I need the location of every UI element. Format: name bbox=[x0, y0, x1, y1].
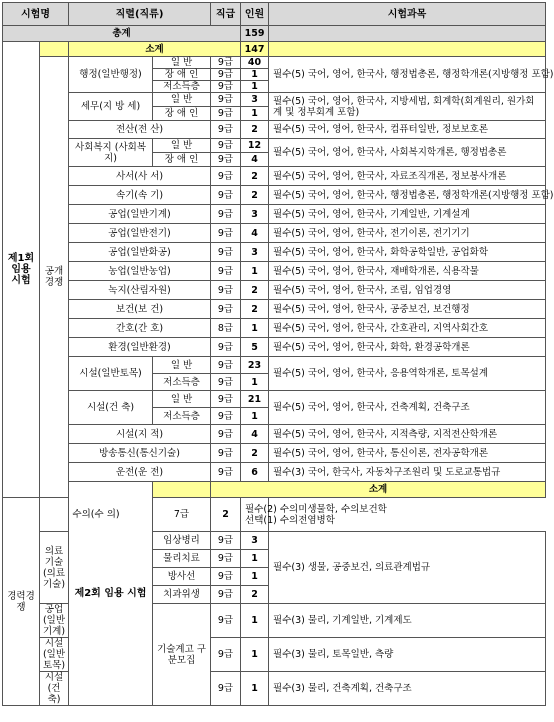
grade-cell: 9급 bbox=[211, 425, 241, 444]
subject-cell: 필수(5) 국어, 영어, 한국사, 자료조직개론, 정보봉사개론 bbox=[269, 167, 546, 186]
count-cell: 2 bbox=[241, 186, 269, 205]
job-cell: 시설(일반토목) bbox=[40, 638, 69, 672]
subject-cell: 필수(5) 국어, 영어, 한국사, 전기이론, 전기기기 bbox=[269, 224, 546, 243]
count-cell: 12 bbox=[241, 139, 269, 153]
job-cell: 공업(일반기계) bbox=[69, 205, 211, 224]
table-row bbox=[3, 300, 546, 319]
count-cell: 1 bbox=[241, 107, 269, 121]
total-row bbox=[3, 26, 546, 42]
grade-cell: 9급 bbox=[211, 586, 241, 604]
table-row bbox=[3, 57, 546, 69]
subject-cell: 필수(5) 국어, 영어, 한국사, 컴퓨터일반, 정보보호론 bbox=[269, 121, 546, 139]
grade-cell: 9급 bbox=[211, 550, 241, 568]
round2-subtotal-blank bbox=[153, 482, 211, 498]
subject-cell bbox=[241, 498, 387, 532]
grade-cell: 9급 bbox=[211, 93, 241, 107]
job-cell: 시설(지 적) bbox=[69, 425, 211, 444]
table-row bbox=[3, 205, 546, 224]
job-cell: 수의(수 의) bbox=[40, 498, 153, 532]
total-blank bbox=[269, 26, 546, 42]
round1-exam-name: 제1회 임용 시험 bbox=[3, 42, 40, 498]
count-cell: 21 bbox=[241, 391, 269, 408]
grade-cell: 9급 bbox=[211, 374, 241, 391]
grade-cell: 9급 bbox=[211, 121, 241, 139]
job-cell: 운전(운 전) bbox=[69, 463, 211, 482]
grade-cell: 9급 bbox=[211, 139, 241, 153]
grade-cell: 9급 bbox=[211, 224, 241, 243]
count-cell: 1 bbox=[241, 408, 269, 425]
grade-cell: 9급 bbox=[211, 205, 241, 224]
grade-cell: 9급 bbox=[211, 604, 241, 638]
grade-cell: 9급 bbox=[211, 357, 241, 374]
grade-cell: 9급 bbox=[211, 57, 241, 69]
count-cell: 1 bbox=[241, 262, 269, 281]
subject-cell: 필수(5) 국어, 영어, 한국사, 조림, 임업경영 bbox=[269, 281, 546, 300]
grade-cell: 9급 bbox=[211, 638, 241, 672]
count-cell: 2 bbox=[241, 121, 269, 139]
table-row bbox=[3, 357, 546, 374]
count-cell: 2 bbox=[241, 586, 269, 604]
subject-cell: 필수(5) 국어, 영어, 한국사, 화학, 환경공학개론 bbox=[269, 338, 546, 357]
sub-cell: 저소득층 bbox=[153, 374, 211, 391]
count-cell: 1 bbox=[241, 672, 269, 706]
table-row bbox=[3, 262, 546, 281]
job-cell: 세무(지 방 세) bbox=[69, 93, 153, 121]
job-cell: 녹지(산림자원) bbox=[69, 281, 211, 300]
grade-cell: 9급 bbox=[211, 107, 241, 121]
subject-elective: 선택(1) 수의전염병학 bbox=[245, 514, 335, 526]
sub-cell: 치과위생 bbox=[153, 586, 211, 604]
count-cell: 1 bbox=[241, 604, 269, 638]
count-cell: 4 bbox=[241, 153, 269, 167]
grade-cell: 9급 bbox=[211, 81, 241, 93]
count-cell: 5 bbox=[241, 338, 269, 357]
table-row bbox=[3, 498, 546, 532]
sub-cell: 일 반 bbox=[153, 391, 211, 408]
sub-cell: 저소득층 bbox=[153, 81, 211, 93]
sub-cell: 장 애 인 bbox=[153, 107, 211, 121]
header-grade: 직급 bbox=[211, 3, 241, 26]
sub-cell: 물리치료 bbox=[153, 550, 211, 568]
count-cell: 1 bbox=[241, 638, 269, 672]
grade-cell: 9급 bbox=[211, 243, 241, 262]
job-cell: 시설(일반토목) bbox=[69, 357, 153, 391]
job-cell: 사회복지 (사회복지) bbox=[69, 139, 153, 167]
count-cell: 1 bbox=[241, 568, 269, 586]
header-job: 직렬(직류) bbox=[69, 3, 211, 26]
job-cell: 방송통신(통신기술) bbox=[69, 444, 211, 463]
subject-cell: 필수(5) 국어, 영어, 한국사, 행정법총론, 행정학개론(지방행정 포함) bbox=[269, 57, 546, 93]
subject-cell: 필수(3) 물리, 건축계획, 건축구조 bbox=[269, 672, 546, 706]
table-row bbox=[3, 224, 546, 243]
job-cell: 행정(일반행정) bbox=[69, 57, 153, 93]
table-row bbox=[3, 281, 546, 300]
header-exam: 시험명 bbox=[3, 3, 69, 26]
subject-cell: 필수(5) 국어, 영어, 한국사, 간호관리, 지역사회간호 bbox=[269, 319, 546, 338]
table-row bbox=[3, 444, 546, 463]
table-row bbox=[3, 243, 546, 262]
job-cell: 환경(일반환경) bbox=[69, 338, 211, 357]
table-row bbox=[3, 186, 546, 205]
job-cell: 간호(간 호) bbox=[69, 319, 211, 338]
grade-cell: 7급 bbox=[153, 498, 211, 532]
job-cell: 농업(일반농업) bbox=[69, 262, 211, 281]
grade-cell: 9급 bbox=[211, 186, 241, 205]
sub-cell: 저소득층 bbox=[153, 408, 211, 425]
count-cell: 3 bbox=[241, 205, 269, 224]
count-cell: 1 bbox=[241, 319, 269, 338]
round1-subtotal-subj-blank bbox=[269, 42, 546, 57]
subject-cell: 필수(5) 국어, 영어, 한국사, 사회복지학개론, 행정법총론 bbox=[269, 139, 546, 167]
count-cell: 23 bbox=[241, 357, 269, 374]
table-row bbox=[3, 338, 546, 357]
round2-exam-name: 제2회 임용 시험 bbox=[69, 482, 153, 706]
subject-cell: 필수(5) 국어, 영어, 한국사, 행정법총론, 행정학개론(지방행정 포함) bbox=[269, 186, 546, 205]
job-cell: 속기(속 기) bbox=[69, 186, 211, 205]
sub-cell: 장 애 인 bbox=[153, 153, 211, 167]
sub-cell: 일 반 bbox=[153, 139, 211, 153]
job-cell: 보건(보 건) bbox=[69, 300, 211, 319]
round1-exam-type: 공개경쟁 bbox=[40, 57, 69, 498]
table-row bbox=[3, 463, 546, 482]
sub-cell: 일 반 bbox=[153, 57, 211, 69]
count-cell: 3 bbox=[241, 93, 269, 107]
sub-cell: 기술계고 구분모집 bbox=[153, 604, 211, 706]
round2-subtotal-row bbox=[3, 482, 546, 498]
subject-cell: 필수(5) 국어, 영어, 한국사, 통신이론, 전자공학개론 bbox=[269, 444, 546, 463]
header-row bbox=[3, 3, 546, 26]
grade-cell: 9급 bbox=[211, 568, 241, 586]
subject-cell: 필수(3) 국어, 한국사, 자동차구조원리 및 도로교통법규 bbox=[269, 463, 546, 482]
subject-required: 필수(2) 수의미생물학, 수의보건학 bbox=[245, 503, 387, 515]
job-cell: 시설(건 축) bbox=[40, 672, 69, 706]
job-cell: 공업(일반화공) bbox=[69, 243, 211, 262]
job-cell: 전산(전 산) bbox=[69, 121, 211, 139]
grade-cell: 8급 bbox=[211, 319, 241, 338]
grade-cell: 9급 bbox=[211, 300, 241, 319]
sub-cell: 임상병리 bbox=[153, 532, 211, 550]
grade-cell: 9급 bbox=[211, 463, 241, 482]
subject-cell: 필수(5) 국어, 영어, 한국사, 재배학개론, 식용작물 bbox=[269, 262, 546, 281]
exam-table-wrapper bbox=[2, 2, 554, 706]
round1-subtotal-label: 소계 bbox=[69, 42, 241, 57]
count-cell: 4 bbox=[241, 425, 269, 444]
table-row bbox=[3, 425, 546, 444]
grade-cell: 9급 bbox=[211, 672, 241, 706]
count-cell: 2 bbox=[241, 281, 269, 300]
table-row bbox=[3, 139, 546, 153]
job-cell: 공업(일반전기) bbox=[69, 224, 211, 243]
grade-cell: 9급 bbox=[211, 391, 241, 408]
subject-cell: 필수(3) 물리, 토목일반, 측량 bbox=[269, 638, 546, 672]
job-cell: 사서(사 서) bbox=[69, 167, 211, 186]
header-count: 인원 bbox=[241, 3, 269, 26]
sub-cell: 일 반 bbox=[153, 357, 211, 374]
grade-cell: 9급 bbox=[211, 262, 241, 281]
total-count: 159 bbox=[241, 26, 269, 42]
subject-cell: 필수(5) 국어, 영어, 한국사, 건축계획, 건축구조 bbox=[269, 391, 546, 425]
job-cell: 의료기술 (의료기술) bbox=[40, 532, 69, 604]
table-row bbox=[3, 121, 546, 139]
count-cell: 2 bbox=[211, 498, 241, 532]
total-label: 총계 bbox=[3, 26, 241, 42]
sub-cell: 일 반 bbox=[153, 93, 211, 107]
table-row bbox=[3, 93, 546, 107]
count-cell: 40 bbox=[241, 57, 269, 69]
job-cell: 시설(건 축) bbox=[69, 391, 153, 425]
table-row bbox=[3, 391, 546, 408]
count-cell: 2 bbox=[241, 444, 269, 463]
table-row bbox=[3, 167, 546, 186]
subject-cell: 필수(5) 국어, 영어, 한국사, 응용역학개론, 토목설계 bbox=[269, 357, 546, 391]
count-cell: 2 bbox=[241, 300, 269, 319]
job-cell: 공업(일반기계) bbox=[40, 604, 69, 638]
subject-cell: 필수(5) 국어, 영어, 한국사, 화학공학일반, 공업화학 bbox=[269, 243, 546, 262]
sub-cell: 방사선 bbox=[153, 568, 211, 586]
round2-exam-type: 경력경쟁 bbox=[3, 498, 40, 706]
count-cell: 1 bbox=[241, 81, 269, 93]
table-row bbox=[3, 319, 546, 338]
subject-cell: 필수(5) 국어, 영어, 한국사, 공중보건, 보건행정 bbox=[269, 300, 546, 319]
round1-subtotal-row bbox=[3, 42, 546, 57]
round1-subtotal-count: 147 bbox=[241, 42, 269, 57]
grade-cell: 9급 bbox=[211, 408, 241, 425]
subject-cell: 필수(5) 국어, 영어, 한국사, 지방세법, 회계학(회계원리, 원가회계 및 정부회계 포함) bbox=[269, 93, 546, 121]
grade-cell: 9급 bbox=[211, 338, 241, 357]
sub-cell: 장 애 인 bbox=[153, 69, 211, 81]
header-subjects: 시험과목 bbox=[269, 3, 546, 26]
count-cell: 4 bbox=[241, 224, 269, 243]
count-cell: 1 bbox=[241, 69, 269, 81]
grade-cell: 9급 bbox=[211, 69, 241, 81]
grade-cell: 9급 bbox=[211, 444, 241, 463]
grade-cell: 9급 bbox=[211, 167, 241, 186]
count-cell: 6 bbox=[241, 463, 269, 482]
subject-cell: 필수(5) 국어, 영어, 한국사, 지적측량, 지적전산학개론 bbox=[269, 425, 546, 444]
count-cell: 1 bbox=[241, 550, 269, 568]
count-cell: 3 bbox=[241, 243, 269, 262]
count-cell: 1 bbox=[241, 374, 269, 391]
round2-subtotal-label: 소계 bbox=[211, 482, 546, 498]
exam-table bbox=[2, 2, 554, 706]
count-cell: 2 bbox=[241, 167, 269, 186]
grade-cell: 9급 bbox=[211, 532, 241, 550]
subject-cell: 필수(3) 물리, 기계일반, 기계제도 bbox=[269, 604, 546, 638]
round1-subtotal-blank bbox=[40, 42, 69, 57]
subject-cell: 필수(5) 국어, 영어, 한국사, 기계일반, 기계설계 bbox=[269, 205, 546, 224]
grade-cell: 9급 bbox=[211, 281, 241, 300]
count-cell: 3 bbox=[241, 532, 269, 550]
subject-cell: 필수(3) 생물, 공중보건, 의료관계법규 bbox=[269, 532, 546, 604]
grade-cell: 9급 bbox=[211, 153, 241, 167]
